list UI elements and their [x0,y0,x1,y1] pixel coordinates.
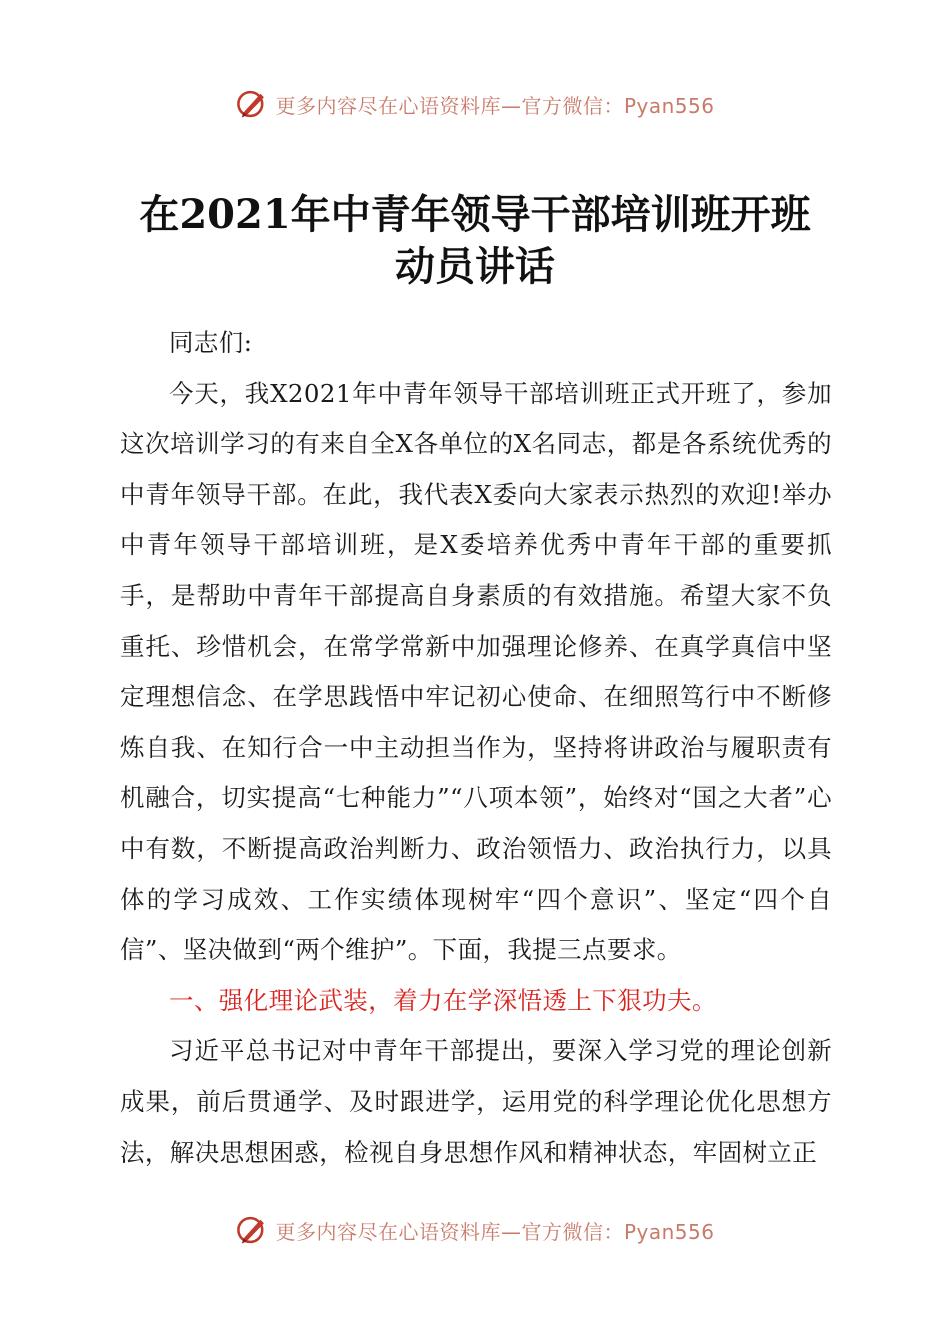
watermark-text: 更多内容尽在心语资料库—官方微信：Pyan556 [275,93,715,118]
salutation: 同志们: [169,328,253,357]
footer-watermark [0,1210,950,1250]
document-body [120,318,832,1178]
section-heading: 一、强化理论武装，着力在学深悟透上下狠功夫。 [169,985,717,1015]
watermark-text: 更多内容尽在心语资料库—官方微信：Pyan556 [275,1219,715,1244]
section-paragraph: 习近平总书记对中青年干部提出，要深入学习党的理论创新成果，前后贯通学、及时跟进学，运用党的科学理论优化思想方法，解决思想困惑，检视自身思想作风和精神状态，牢固树立正 [120,1036,832,1167]
pen-logo-icon [235,1213,269,1247]
body-paragraph: 今天，我X2021年中青年领导干部培训班正式开班了，参加这次培训学习的有来自全X各单位的X名同志，都是各系统优秀的中青年领导干部。在此，我代表X委向大家表示热烈的欢迎!举办中青年领导干部培训班，是X委培养优秀中青年干部的重要抓手，是帮助中青年干部提高自身素质的有效措施。希望大家不负重托、珍惜机会，在常学常新中加强理论修养、在真学真信中坚定理想信念、在学思践悟中牢记初心使命、在细照笃行中不断修炼自我、在知行合一中主动担当作为，坚持将讲政治与履职责有机融合，切实提高“七种能力”“八项本领”，始终对“国之大者”心中有数，不断提高政治判断力、政治领悟力、政治执行力，以具体的学习成效、工作实绩体现树牢“四个意识”、坚定“四个自信”、坚决做到“两个维护”。下面，我提三点要求。 [120,378,832,965]
document-title: 在2021年中青年领导干部培训班开班动员讲话 [139,190,811,290]
pen-logo-icon [235,87,269,121]
header-watermark [0,84,950,124]
